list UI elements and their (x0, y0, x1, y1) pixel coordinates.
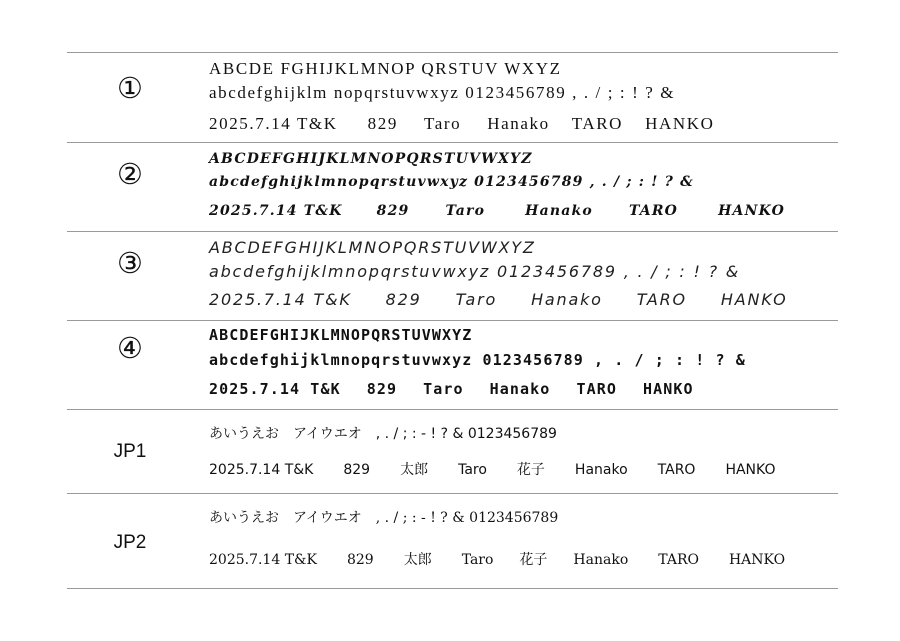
sample-name: HANKO (725, 462, 776, 478)
sample-number: 829 (343, 462, 371, 478)
sample-name: Taro (458, 462, 487, 478)
sample-name: Hanako (489, 380, 551, 398)
sample-name: TARO (576, 380, 617, 398)
sample-uppercase: ABCDEFGHIJKLMNOPQRSTUVWXYZ (209, 151, 533, 167)
sample-name: TARO (657, 462, 696, 478)
sample-names (209, 459, 775, 481)
sample-names (209, 549, 785, 571)
sample-name: TARO (658, 552, 699, 568)
sample-names (209, 200, 785, 222)
sample-uppercase: ABCDEFGHIJKLMNOPQRSTUVWXYZ (209, 238, 536, 257)
row-label: ④ (117, 331, 143, 365)
sample-name: Taro (445, 203, 486, 219)
sample-name: TARO (628, 203, 679, 219)
sample-names (209, 289, 788, 311)
sample-date: 2025.7.14 T&K (209, 552, 317, 568)
sample-name: Taro (461, 552, 494, 568)
sample-kana-digits: あいうえお アイウエオ , . / ; : - ! ? & 0123456789 (209, 426, 557, 442)
sample-uppercase: ABCDE FGHIJKLMNOP QRSTUV WXYZ (209, 59, 562, 78)
sample-names (209, 113, 714, 135)
sample-number: 829 (346, 552, 374, 568)
sample-date: 2025.7.14 T&K (209, 290, 352, 309)
sample-name: HANKO (720, 290, 788, 309)
sample-uppercase: ABCDEFGHIJKLMNOPQRSTUVWXYZ (209, 326, 473, 344)
row-label: JP1 (113, 441, 147, 462)
row-label: ③ (117, 246, 143, 280)
sample-date: 2025.7.14 T&K (209, 114, 338, 133)
divider-line (67, 142, 838, 143)
sample-name: Hanako (573, 552, 629, 568)
sample-name: Taro (455, 290, 498, 309)
sample-name: Hanako (531, 290, 603, 309)
sample-name: 太郎 (403, 552, 432, 568)
sample-number: 829 (376, 203, 410, 219)
sample-name: HANKO (645, 114, 715, 133)
sample-lowercase-digits: abcdefghijklmnopqrstuvwxyz 0123456789 , . / ; : ! ? & (209, 262, 741, 281)
divider-line (67, 231, 838, 232)
row-label: JP2 (113, 532, 147, 553)
sample-number: 829 (366, 380, 398, 398)
sample-number: 829 (367, 114, 398, 133)
sample-name: Hanako (574, 462, 628, 478)
sample-date: 2025.7.14 T&K (209, 380, 341, 398)
sample-name: Taro (423, 380, 464, 398)
row-label: ② (117, 157, 143, 191)
sample-name: Hanako (487, 114, 550, 133)
sample-date: 2025.7.14 T&K (209, 462, 314, 478)
sample-name: TARO (571, 114, 624, 133)
sample-name: HANKO (728, 552, 786, 568)
divider-line (67, 320, 838, 321)
sample-kana-digits: あいうえお アイウエオ , . / ; : - ! ? & 0123456789 (209, 510, 559, 526)
sample-name: Taro (423, 114, 462, 133)
row-label: ① (117, 71, 143, 105)
sample-name: 花子 (519, 552, 548, 568)
sample-name: HANKO (642, 380, 694, 398)
sample-names (209, 378, 694, 400)
sample-lowercase-digits: abcdefghijklm nopqrstuvwxyz 0123456789 , . / ; : ! ? & (209, 83, 676, 102)
divider-line (67, 493, 838, 494)
divider-line (67, 588, 838, 589)
sample-name: 花子 (516, 462, 545, 478)
divider-line (67, 52, 838, 53)
sample-name: TARO (636, 290, 687, 309)
sample-name: HANKO (718, 203, 785, 219)
sample-date: 2025.7.14 T&K (209, 203, 343, 219)
sample-name: 太郎 (400, 462, 429, 478)
divider-line (67, 409, 838, 410)
sample-lowercase-digits: abcdefghijklmnopqrstuvwxyz 0123456789 , . / ; : ! ? & (209, 351, 746, 369)
sample-name: Hanako (525, 203, 593, 219)
sample-lowercase-digits: abcdefghijklmnopqrstuvwxyz 0123456789 , . / ; : ! ? & (209, 174, 694, 190)
sample-number: 829 (385, 290, 422, 309)
